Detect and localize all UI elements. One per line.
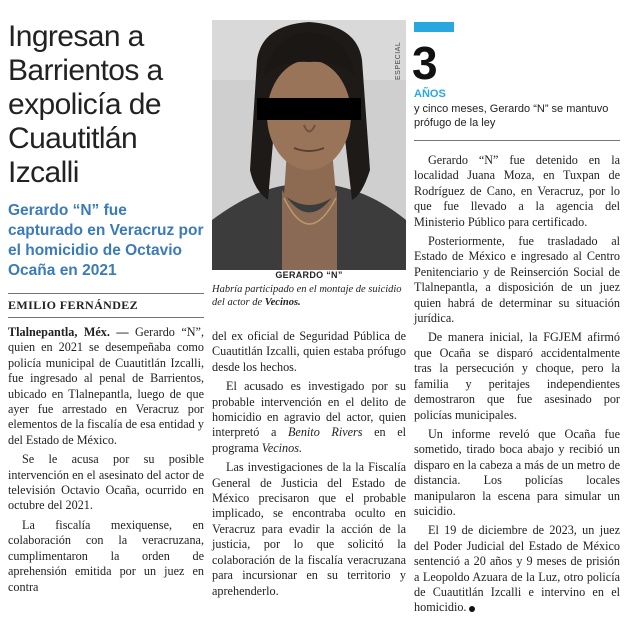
paragraph: Gerardo “N” fue detenido en la localidad Juana Moza, en Tuxpan de Rodríguez de Cano, en Veracruz, por lo que fue llevado a la agencia del Ministerio Público para certificado.: [414, 153, 620, 229]
article-column-3: [414, 153, 620, 620]
suspect-photo: [212, 20, 406, 270]
paragraph: del ex oficial de Seguridad Pública de Cuautitlán Izcalli, quien estaba prófugo desde los hechos.: [212, 329, 406, 374]
paragraph: [414, 523, 620, 615]
paragraph: [8, 325, 204, 448]
section-tag: ESPECIAL: [395, 41, 402, 80]
paragraph: Las investigaciones de la la Fiscalía General de Justicia del Estado de México precisaron que el probable implicado, se encontraba oculto en Veracruz para evadir la acción de la justicia, por lo que solicitó la colaboración de la fiscalía veracruzana para incursionar en su territorio y aprehenderlo.: [212, 460, 406, 598]
paragraph: [212, 379, 406, 456]
end-mark-icon: [469, 606, 475, 612]
stat-number: 3: [412, 37, 438, 89]
photo-label: GERARDO “N”: [275, 270, 343, 280]
sidebar-rule: [414, 140, 620, 141]
paragraph-text: El 19 de diciembre de 2023, un juez del Poder Judicial del Estado de México sentenció a 20 años y 9 meses de prisión a Leopoldo Azuara de la Luz, otro policía de Cuautitlán Izcalli e intervino en el homicidio.: [414, 523, 620, 615]
paragraph-text: El acusado es investigado por su probable intervención en el delito de homicidio en agravio del actor, quien interpretó a: [212, 379, 406, 440]
paragraph: De manera inicial, la FGJEM afirmó que Ocaña se disparó accidentalmente tras la persecución y choque, pero la familia y peritajes independientes demostraron que fue asesinado por policías municipales.: [414, 330, 620, 422]
photo-caption: [212, 283, 406, 309]
stat-description: y cinco meses, Gerardo “N” se mantuvo prófugo de la ley: [414, 103, 609, 129]
dateline: Tlalnepantla, Méx. —: [8, 325, 129, 339]
article-column-1: [8, 325, 204, 599]
show-title: Vecinos.: [261, 440, 303, 455]
paragraph: Un informe reveló que Ocaña fue sometido, tirado boca abajo y recibió un disparo en la cabeza a más de un metro de distancia. Los policías locales manipularon la escena para simular un suicidio.: [414, 426, 620, 518]
stat-unit: AÑOS: [414, 88, 446, 100]
accent-bar: [414, 22, 454, 32]
headline: Ingresan a Barrientos a expolicía de Cuautitlán Izcalli: [8, 20, 163, 189]
byline-top-rule: [8, 293, 204, 294]
article-column-2: [212, 329, 406, 603]
byline-bottom-rule: [8, 317, 204, 318]
caption-text: Habría participado en el montaje de suicidio del actor de: [212, 284, 402, 308]
paragraph-text: en el programa: [212, 425, 406, 455]
subheadline: Gerardo “N” fue capturado en Veracruz por el homicidio de Octavio Ocaña en 2021: [8, 202, 204, 279]
caption-italic: Vecinos.: [264, 297, 301, 308]
byline: EMILIO FERNÁNDEZ: [8, 298, 139, 312]
paragraph-text: Gerardo “N”, quien en 2021 se desempeñaba como policía municipal de Cuautitlán Izcalli, fue ingresado al penal de Barrientos, ubicado en Tlalnepantla, luego de que ayer fue arrestado en Veracruz por elementos de la fiscalía de esa entidad y del Estado de México.: [8, 325, 204, 447]
paragraph: Se le acusa por su posible intervención en el asesinato del actor de televisión Octavio Ocaña, ocurrido en octubre del 2021.: [8, 452, 204, 513]
show-character: Benito Rivers: [287, 425, 363, 440]
paragraph: Posteriormente, fue trasladado al Estado de México e ingresado al Centro Penitenciario y de Reinserción Social de Tlalnepantla, a disposición de un juez quien habrá de determinar su situación jurídica.: [414, 234, 620, 326]
paragraph: La fiscalía mexiquense, en colaboración con la veracruzana, cumplimentaron la orden de aprehensión emitida por un juez en contra: [8, 517, 204, 594]
